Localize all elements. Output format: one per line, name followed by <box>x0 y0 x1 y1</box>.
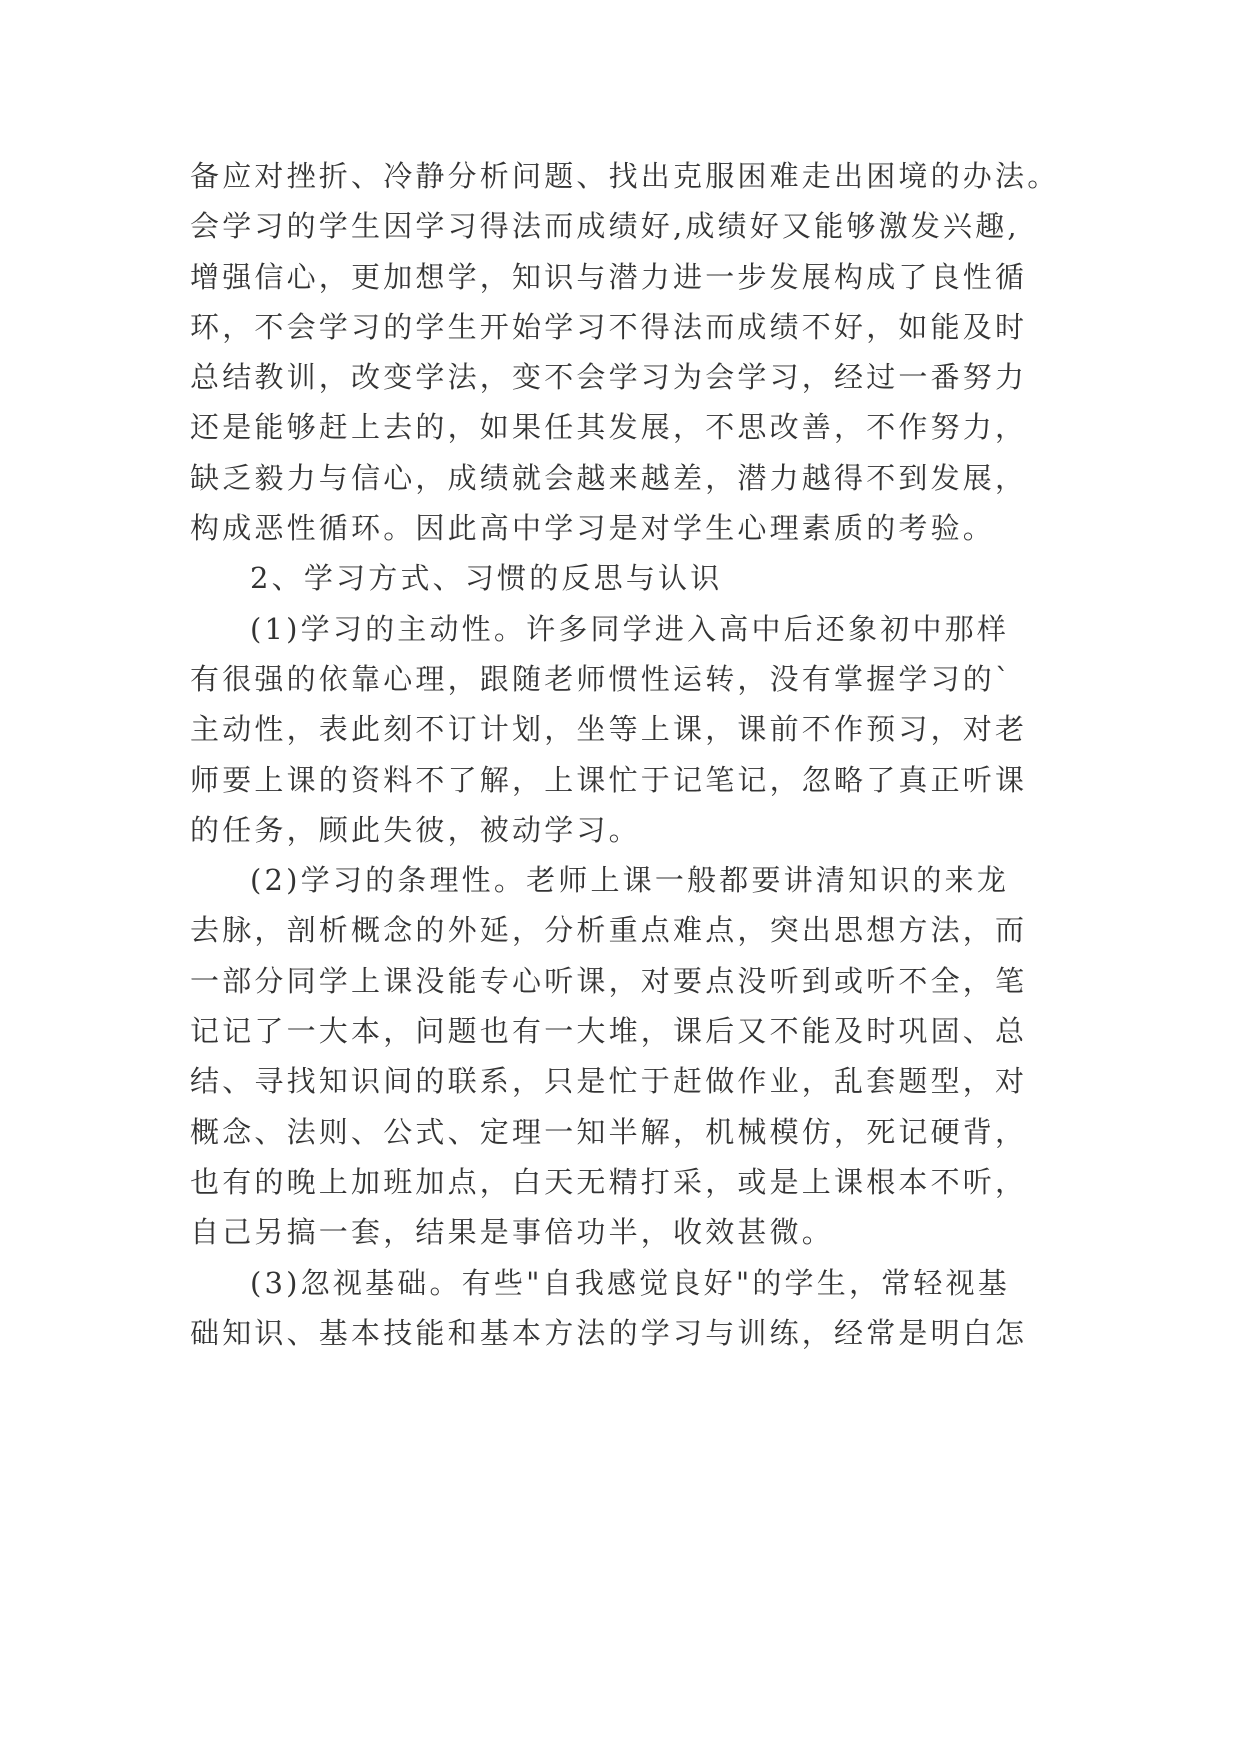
text-line: 增强信心，更加想学，知识与潜力进一步发展构成了良性循 <box>190 259 1028 294</box>
paragraph-start-line: (3)忽视基础。有些"自我感觉良好"的学生，常轻视基 <box>250 1265 1010 1300</box>
text-line: 础知识、基本技能和基本方法的学习与训练，经常是明白怎 <box>190 1315 1028 1350</box>
text-line: 概念、法则、公式、定理一知半解，机械模仿，死记硬背， <box>190 1114 1028 1149</box>
body-text <box>190 151 1080 1358</box>
text-line: 的任务，顾此失彼，被动学习。 <box>190 812 641 847</box>
text-line: 有很强的依靠心理，跟随老师惯性运转，没有掌握学习的` <box>190 661 1013 696</box>
text-line: 记记了一大本，问题也有一大堆，课后又不能及时巩固、总 <box>190 1014 1028 1049</box>
text-line: 总结教训，改变学法，变不会学习为会学习，经过一番努力 <box>190 360 1028 395</box>
text-line: 备应对挫折、冷静分析问题、找出克服困难走出困境的办法。 <box>190 159 1060 193</box>
text-line: 一部分同学上课没能专心听课，对要点没听到或听不全，笔 <box>190 963 1028 998</box>
text-line: 结、寻找知识间的联系，只是忙于赶做作业，乱套题型，对 <box>190 1064 1028 1099</box>
text-line: 去脉，剖析概念的外延，分析重点难点，突出思想方法，而 <box>190 913 1028 948</box>
text-line: 构成恶性循环。因此高中学习是对学生心理素质的考验。 <box>190 511 996 546</box>
paragraph-start-line: (2)学习的条理性。老师上课一般都要讲清知识的来龙 <box>250 863 1010 898</box>
text-line: 师要上课的资料不了解，上课忙于记笔记，忽略了真正听课 <box>190 762 1028 797</box>
paragraph-start-line: (1)学习的主动性。许多同学进入高中后还象初中那样 <box>250 611 1010 646</box>
text-line: 环，不会学习的学生开始学习不得法而成绩不好，如能及时 <box>190 309 1028 344</box>
text-line: 主动性，表此刻不订计划，坐等上课，课前不作预习，对老 <box>190 712 1028 747</box>
text-line: 缺乏毅力与信心，成绩就会越来越差，潜力越得不到发展， <box>190 460 1028 495</box>
text-line: 也有的晚上加班加点，白天无精打采，或是上课根本不听， <box>190 1164 1028 1199</box>
text-line: 自己另搞一套，结果是事倍功半，收效甚微。 <box>190 1215 835 1250</box>
text-line: 会学习的学生因学习得法而成绩好,成绩好又能够激发兴趣, <box>190 209 1020 244</box>
text-line: 还是能够赶上去的，如果任其发展，不思改善，不作努力， <box>190 410 1028 445</box>
section-heading: 2、学习方式、习惯的反思与认识 <box>250 561 723 596</box>
